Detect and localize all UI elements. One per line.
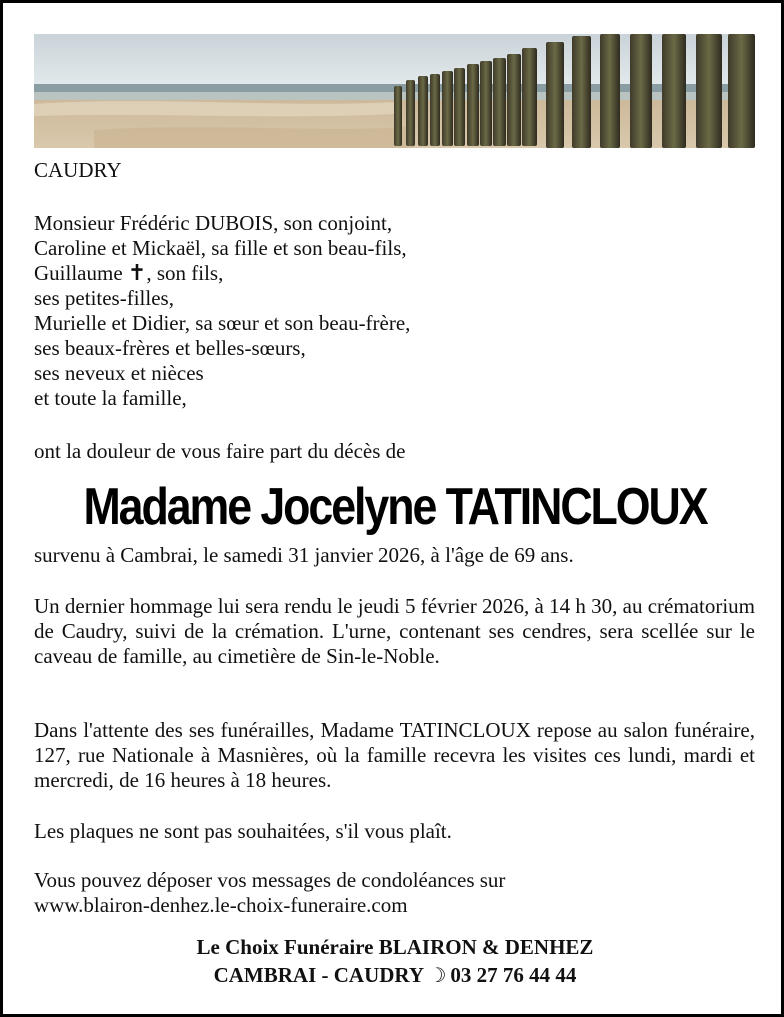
condolences-text: Vous pouvez déposer vos messages de condoléances sur — [34, 868, 506, 892]
family-list — [34, 211, 755, 411]
funeral-home-phone[interactable]: 03 27 76 44 44 — [450, 963, 577, 987]
funeral-home-name: Le Choix Funéraire BLAIRON & DENHEZ — [196, 935, 594, 959]
phone-icon: ☽ — [428, 965, 447, 987]
family-member-line: ses petites-filles, — [34, 286, 174, 310]
wooden-post — [546, 42, 564, 148]
death-info: survenu à Cambrai, le samedi 31 janvier 2026, à l'âge de 69 ans. — [34, 543, 574, 567]
family-member-line: et toute la famille, — [34, 386, 187, 410]
son-name: Guillaume — [34, 261, 123, 285]
wooden-post — [394, 86, 402, 146]
funeral-home-contact — [3, 961, 784, 991]
family-member-line — [34, 261, 755, 286]
family-member-line: ses beaux-frères et belles-sœurs, — [34, 336, 306, 360]
deceased-name: Madame Jocelyne TATINCLOUX — [83, 478, 707, 536]
wooden-post — [442, 71, 453, 146]
wooden-post — [480, 61, 492, 146]
wooden-post — [572, 36, 591, 148]
wooden-post — [522, 48, 537, 146]
condolences-block — [34, 868, 755, 918]
announcement-text: ont la douleur de vous faire part du décès de — [34, 439, 406, 463]
wooden-post — [406, 80, 415, 146]
family-member-line: ses neveux et nièces — [34, 361, 204, 385]
wooden-post — [430, 74, 440, 146]
family-member-line: Caroline et Mickaël, sa fille et son beau-fils, — [34, 236, 407, 260]
son-relation: , son fils, — [146, 261, 224, 285]
wooden-post — [454, 68, 465, 146]
viewing-paragraph: Dans l'attente des ses funérailles, Madame TATINCLOUX repose au salon funéraire, 127, rue Nationale à Masnières, où la famille recevra les visites ces lundi, mardi et mercredi, de 16 heures à 18 heures. — [34, 718, 755, 792]
wooden-post — [696, 34, 722, 148]
cross-icon: ✝ — [127, 261, 147, 286]
wooden-post — [493, 58, 506, 146]
wooden-post — [662, 34, 686, 148]
city-heading: CAUDRY — [34, 158, 122, 182]
wooden-post — [507, 54, 521, 146]
ceremony-paragraph: Un dernier hommage lui sera rendu le jeudi 5 février 2026, à 14 h 30, au crématorium de Caudry, suivi de la crémation. L'urne, contenant ses cendres, sera scellée sur le caveau de famille, au cimetière de Sin-le-Noble. — [34, 594, 755, 668]
wooden-post — [630, 34, 652, 148]
family-member-line: Murielle et Didier, sa sœur et son beau-frère, — [34, 311, 411, 335]
wooden-post — [600, 34, 620, 148]
wooden-post — [728, 34, 755, 148]
beach-posts-banner-image — [34, 34, 755, 148]
family-member-line: Monsieur Frédéric DUBOIS, son conjoint, — [34, 211, 393, 235]
wooden-post — [418, 76, 428, 146]
wooden-post — [467, 64, 479, 146]
funeral-home-cities: CAMBRAI - CAUDRY — [213, 963, 424, 987]
condolences-website-link[interactable]: www.blairon-denhez.le-choix-funeraire.com — [34, 893, 408, 917]
plaques-notice: Les plaques ne sont pas souhaitées, s'il vous plaît. — [34, 819, 452, 843]
